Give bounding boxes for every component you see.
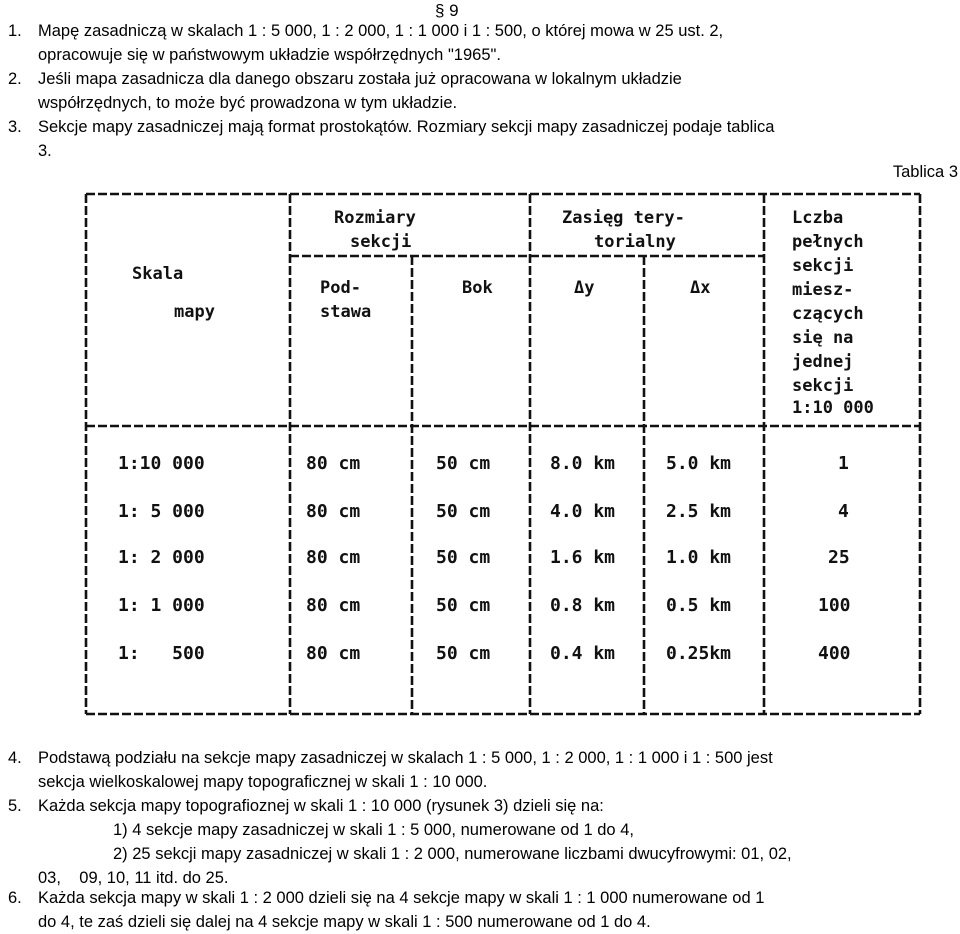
sub-item-1: 1) 4 sekcje mapy zasadniczej w skali 1 : 5 000, numerowane od 1 do 4,	[113, 821, 634, 839]
paragraph-number: 1.	[8, 22, 22, 40]
cell-scale: 1: 500	[118, 643, 205, 664]
header-podstawa: Pod-	[320, 278, 361, 298]
cell-dx: 0.25km	[666, 643, 732, 664]
paragraph-line: Sekcje mapy zasadniczej mają format prostokątów. Rozmiary sekcji mapy zasadniczej podaje tablica	[38, 118, 775, 136]
header-mapy: mapy	[174, 302, 215, 322]
paragraph-line: opracowuje się w państwowym układzie współrzędnych "1965".	[38, 46, 501, 64]
paragraph-line: Jeśli mapa zasadnicza dla danego obszaru została już opracowana w lokalnym układzie	[38, 70, 682, 88]
header-liczba-2: pełnych	[792, 232, 864, 252]
header-zasieg: Zasięg tery-	[562, 208, 685, 228]
cell-podstawa: 80 cm	[306, 595, 361, 616]
cell-podstawa: 80 cm	[306, 453, 361, 474]
header-liczba-9: 1:10 000	[792, 398, 874, 418]
paragraph-number: 3.	[8, 118, 22, 136]
size-table	[84, 190, 922, 718]
cell-dy: 8.0 km	[550, 453, 616, 474]
cell-count: 400	[818, 643, 851, 664]
header-liczba-4: miesz-	[792, 280, 854, 300]
header-stawa: stawa	[320, 302, 372, 322]
header-liczba-7: jednej	[792, 352, 854, 372]
cell-count: 1	[838, 453, 849, 474]
cell-podstawa: 80 cm	[306, 643, 361, 664]
paragraph-line: Każda sekcja mapy w skali 1 : 2 000 dzieli się na 4 sekcje mapy w skali 1 : 1 000 numerowane od 1	[38, 889, 765, 907]
sub-item-2-cont: 03, 09, 10, 11 itd. do 25.	[38, 869, 229, 887]
header-dx: Δx	[690, 278, 711, 298]
cell-scale: 1:10 000	[118, 453, 205, 474]
header-dy: Δy	[574, 278, 595, 298]
paragraph-line: współrzędnych, to może być prowadzona w tym układzie.	[38, 94, 458, 112]
cell-count: 100	[818, 595, 851, 616]
header-liczba-8: sekcji	[792, 376, 854, 396]
table-label: Tablica 3	[892, 163, 958, 181]
header-liczba-6: się na	[792, 328, 854, 348]
header-rozmiary: Rozmiary	[334, 208, 416, 228]
paragraph-line: do 4, te zaś dzieli się dalej na 4 sekcje mapy w skali 1 : 500 numerowane od 1 do 4.	[38, 913, 651, 931]
cell-dy: 4.0 km	[550, 501, 616, 522]
header-liczba-1: Lczba	[792, 208, 844, 228]
cell-dx: 5.0 km	[666, 453, 732, 474]
cell-bok: 50 cm	[436, 453, 491, 474]
cell-scale: 1: 2 000	[118, 547, 205, 568]
cell-dy: 1.6 km	[550, 547, 616, 568]
cell-bok: 50 cm	[436, 595, 491, 616]
cell-bok: 50 cm	[436, 501, 491, 522]
cell-bok: 50 cm	[436, 547, 491, 568]
cell-count: 4	[838, 501, 849, 522]
cell-dy: 0.4 km	[550, 643, 616, 664]
header-skala: Skala	[132, 264, 184, 284]
paragraph-line: Mapę zasadniczą w skalach 1 : 5 000, 1 : 2 000, 1 : 1 000 i 1 : 500, o której mowa w 25 ust. 2,	[38, 22, 724, 40]
cell-scale: 1: 5 000	[118, 501, 205, 522]
cell-dx: 2.5 km	[666, 501, 732, 522]
cell-bok: 50 cm	[436, 643, 491, 664]
header-liczba-5: czących	[792, 304, 864, 324]
header-liczba-3: sekcji	[792, 256, 854, 276]
header-sekcji: sekcji	[350, 232, 412, 252]
paragraph-line: Podstawą podziału na sekcje mapy zasadniczej w skalach 1 : 5 000, 1 : 2 000, 1 : 1 000 i 1 : 500 jest	[38, 749, 773, 767]
paragraph-number: 4.	[8, 749, 22, 767]
section-marker: § 9	[435, 1, 459, 20]
cell-podstawa: 80 cm	[306, 547, 361, 568]
paragraph-number: 6.	[8, 889, 22, 907]
paragraph-line: sekcja wielkoskalowej mapy topograficznej w skali 1 : 10 000.	[38, 773, 488, 791]
paragraph-line: Każda sekcja mapy topografioznej w skali 1 : 10 000 (rysunek 3) dzieli się na:	[38, 797, 604, 815]
header-bok: Bok	[462, 278, 493, 298]
cell-scale: 1: 1 000	[118, 595, 205, 616]
paragraph-number: 5.	[8, 797, 22, 815]
cell-podstawa: 80 cm	[306, 501, 361, 522]
cell-dy: 0.8 km	[550, 595, 616, 616]
header-torialny: torialny	[594, 232, 676, 252]
paragraph-number: 2.	[8, 70, 22, 88]
cell-dx: 1.0 km	[666, 547, 732, 568]
cell-count: 25	[828, 547, 850, 568]
sub-item-2: 2) 25 sekcji mapy zasadniczej w skali 1 : 2 000, numerowane liczbami dwucyfrowymi: 01, 02,	[113, 845, 792, 863]
paragraph-line: 3.	[38, 142, 52, 160]
cell-dx: 0.5 km	[666, 595, 732, 616]
